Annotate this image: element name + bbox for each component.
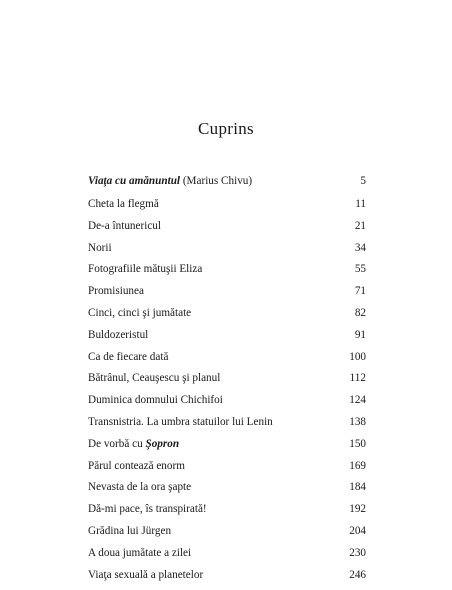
toc-entry-title xyxy=(88,175,253,187)
toc-entry[interactable] xyxy=(88,285,366,307)
toc-entry-title xyxy=(88,438,180,450)
toc-entry-title: Fotografiile mătuşii Eliza xyxy=(88,263,203,276)
toc-entry-page: 184 xyxy=(349,481,366,494)
toc-entry-page: 150 xyxy=(349,437,366,450)
toc-entry[interactable] xyxy=(88,263,366,285)
toc-entry[interactable] xyxy=(88,547,366,569)
toc-entry-title-prefix: De vorbă cu xyxy=(88,437,146,450)
toc-entry-title: De-a întunericul xyxy=(88,219,161,232)
toc-entry-title: Viaţa sexuală a planetelor xyxy=(88,568,204,581)
toc-entry-title: Nevasta de la ora şapte xyxy=(88,481,192,494)
toc-entry-title: Grădina lui Jürgen xyxy=(88,524,172,537)
toc-entry-page: 100 xyxy=(349,350,366,363)
toc-entry-page: 91 xyxy=(354,328,366,341)
toc-entry-title: Cinci, cinci şi jumătate xyxy=(88,306,192,319)
toc-entry-title: Părul contează enorm xyxy=(88,459,185,472)
toc-entry-title: A doua jumătate a zilei xyxy=(88,546,192,559)
toc-entry-page: 21 xyxy=(354,219,366,232)
toc-entry[interactable] xyxy=(88,525,366,547)
toc-entry-title: Bătrânul, Ceauşescu şi planul xyxy=(88,372,221,385)
toc-entry[interactable] xyxy=(88,307,366,329)
toc-entry[interactable] xyxy=(88,438,366,460)
toc-entry-title-rest: (Marius Chivu) xyxy=(180,175,253,187)
toc-entry-title: Buldozeristul xyxy=(88,328,149,341)
toc-entry-page: 71 xyxy=(354,285,366,298)
toc-entry-page: 5 xyxy=(360,175,366,187)
toc-entry-page: 112 xyxy=(349,372,366,385)
toc-entry[interactable] xyxy=(88,416,366,438)
toc-entry-title-emphasis: Viaţa cu amănuntul xyxy=(88,175,181,187)
toc-entry-page: 246 xyxy=(349,568,366,581)
toc-entry-page: 230 xyxy=(349,546,366,559)
toc-entry-title: Duminica domnului Chichifoi xyxy=(88,394,223,407)
toc-entry[interactable] xyxy=(88,394,366,416)
page-title: Cuprins xyxy=(198,119,254,138)
toc-entry[interactable] xyxy=(88,329,366,351)
toc-entry[interactable] xyxy=(88,242,366,264)
toc-entry-page: 192 xyxy=(349,503,366,516)
toc-entry-title: Ca de fiecare dată xyxy=(88,350,169,363)
toc-entry-page: 169 xyxy=(349,459,366,472)
toc-entry-page: 34 xyxy=(354,241,366,254)
toc-entry[interactable] xyxy=(88,198,366,220)
toc-entry-page: 11 xyxy=(355,198,366,210)
toc-entry[interactable] xyxy=(88,481,366,503)
toc-intro xyxy=(88,175,366,197)
toc-entry-title: Dă-mi pace, îs transpirată! xyxy=(88,503,207,516)
toc-entry-title: Norii xyxy=(88,241,112,254)
toc-entry[interactable] xyxy=(88,175,366,197)
toc-entry[interactable] xyxy=(88,372,366,394)
toc-entry[interactable] xyxy=(88,503,366,525)
toc-entry[interactable] xyxy=(88,351,366,373)
toc-list xyxy=(88,198,366,590)
toc-entry-page: 124 xyxy=(349,394,366,407)
toc-entry-page: 55 xyxy=(354,263,366,276)
toc-entry-page: 138 xyxy=(349,415,366,428)
toc-entry-title: Cheta la flegmă xyxy=(88,198,159,210)
toc-entry-title-emphasis: Şopron xyxy=(145,437,180,450)
toc-entry[interactable] xyxy=(88,460,366,482)
toc-entry-title: Transnistria. La umbra statuilor lui Lenin xyxy=(88,415,273,428)
toc-entry[interactable] xyxy=(88,569,366,590)
toc-entry-title: Promisiunea xyxy=(88,285,144,298)
toc-entry[interactable] xyxy=(88,220,366,242)
toc-entry-page: 204 xyxy=(349,524,366,537)
toc-entry-page: 82 xyxy=(354,306,366,319)
